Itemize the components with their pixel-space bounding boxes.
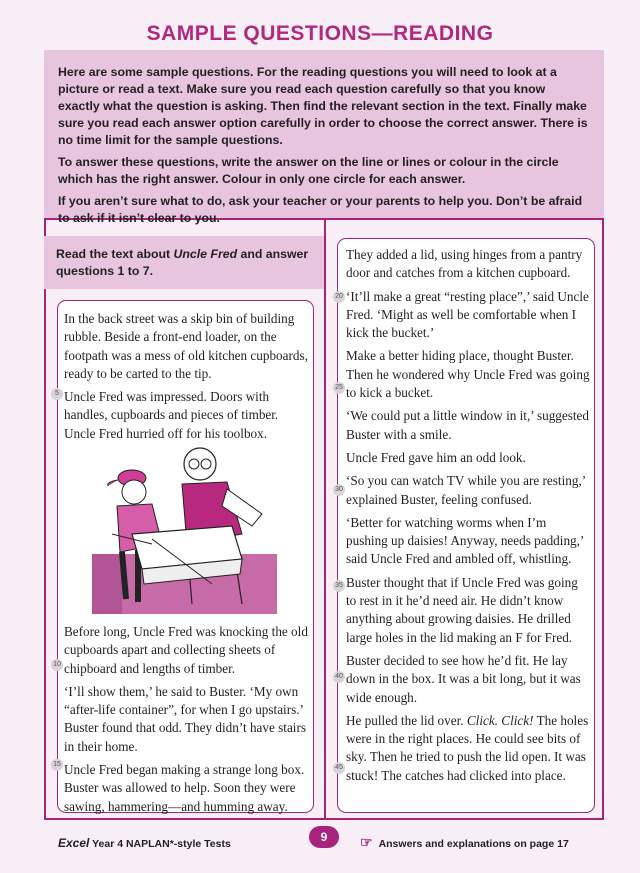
story-text-right xyxy=(346,246,590,790)
instructions-paragraph: To answer these questions, write the answer on the line or lines or colour in the circle which has the right answer. Colour in only one circle for each answer. xyxy=(58,155,559,186)
story-text-left-bottom xyxy=(64,623,308,821)
line-number-marker: 20 xyxy=(333,291,345,303)
answers-reference xyxy=(360,834,569,851)
brand-logo-text: Excel xyxy=(58,836,90,850)
series-title: Year 4 NAPLAN*-style Tests xyxy=(89,838,231,850)
line-number-marker: 30 xyxy=(333,484,345,496)
line-number-marker: 45 xyxy=(333,762,345,774)
column-divider xyxy=(324,220,326,820)
line-number-marker: 15 xyxy=(51,759,63,771)
prompt-text: Read the text about xyxy=(56,247,174,261)
story-paragraph: In the back street was a skip bin of building rubble. Beside a front-end loader, on the footpath was a mess of old kitchen cupboards, ready to be carted to the tip. xyxy=(64,311,308,381)
prompt-story-title: Uncle Fred xyxy=(173,247,238,261)
story-paragraph: Buster thought that if Uncle Fred was going to rest in it he’d need air. He didn’t know anything about growing daisies. He drilled large holes in the lid making an F for Fred. xyxy=(346,574,578,645)
prompt-text: and answer questions 1 to 7. xyxy=(56,247,309,278)
pointing-hand-icon: ☞ xyxy=(360,834,373,850)
story-paragraph: ‘Better for watching worms when I’m pushing up daisies! Anyway, needs padding,’ said Uncle Fred and ambled off, whistling. xyxy=(346,514,584,567)
story-paragraph: He pulled the lid over. Click. Click! The holes were in the right places. He could see bits of sky. Then he tried to push the lid open. It was stuck! The catches had clicked into place. xyxy=(346,712,589,783)
line-number-marker: 5 xyxy=(51,388,63,400)
uncle-fred-illustration xyxy=(92,434,277,614)
instructions-box xyxy=(44,50,604,225)
instructions-paragraph: Here are some sample questions. For the reading questions you will need to look at a picture or read a text. Make sure you read each question carefully so that you know exactly what the question is asking. Then find the relevant section in the text. Finally make sure you read each answer option carefully in order to choose the correct answer. There is no time limit for the sample questions. xyxy=(58,65,588,147)
line-number-marker: 35 xyxy=(333,580,345,592)
story-paragraph: Buster decided to see how he’d fit. He lay down in the box. It was a bit long, but it was wide enough. xyxy=(346,652,581,705)
story-paragraph: They added a lid, using hinges from a pantry door and catches from a kitchen cupboard. xyxy=(346,247,583,281)
story-paragraph: ‘So you can watch TV while you are resting,’ explained Buster, feeling confused. xyxy=(346,473,586,507)
page-number: 9 xyxy=(309,826,339,848)
story-paragraph: Before long, Uncle Fred was knocking the old cupboards apart and collecting sheets of chipboard and lengths of timber. xyxy=(64,624,308,676)
story-paragraph: ‘It’ll make a great “resting place”,’ said Uncle Fred. ‘Might as well be comfortable when I kick the bucket.’ xyxy=(346,288,589,341)
line-number-marker: 10 xyxy=(51,659,63,671)
line-number-marker: 40 xyxy=(333,671,345,683)
story-text-left-top xyxy=(64,310,308,448)
page-title: SAMPLE QUESTIONS—READING xyxy=(146,22,494,45)
question-prompt xyxy=(44,236,324,289)
story-paragraph: Uncle Fred began making a strange long box. Buster was allowed to help. Soon they were sawing, hammering—and humming away. xyxy=(64,762,305,814)
story-paragraph: ‘We could put a little window in it,’ suggested Buster with a smile. xyxy=(346,408,589,442)
footer-series xyxy=(58,836,231,850)
story-paragraph: Make a better hiding place, thought Buster. Then he wondered why Uncle Fred was going to kick a bucket. xyxy=(346,348,590,401)
line-number-marker: 25 xyxy=(333,382,345,394)
instructions-paragraph: If you aren’t sure what to do, ask your teacher or your parents to help you. Don’t be afraid to ask if it isn’t clear to you. xyxy=(58,194,583,225)
answers-reference-text: Answers and explanations on page 17 xyxy=(378,838,569,850)
story-paragraph: Uncle Fred was impressed. Doors with handles, cupboards and pieces of timber. Uncle Fred hurried off for his toolbox. xyxy=(64,389,279,441)
story-paragraph: ‘I’ll show them,’ he said to Buster. ‘My own “after-life container”, for when I go upstairs.’ Buster found that odd. They didn’t have stairs in their home. xyxy=(64,683,306,754)
sound-effect-text: Click. Click! xyxy=(466,712,534,728)
story-paragraph: Uncle Fred gave him an odd look. xyxy=(346,449,526,465)
